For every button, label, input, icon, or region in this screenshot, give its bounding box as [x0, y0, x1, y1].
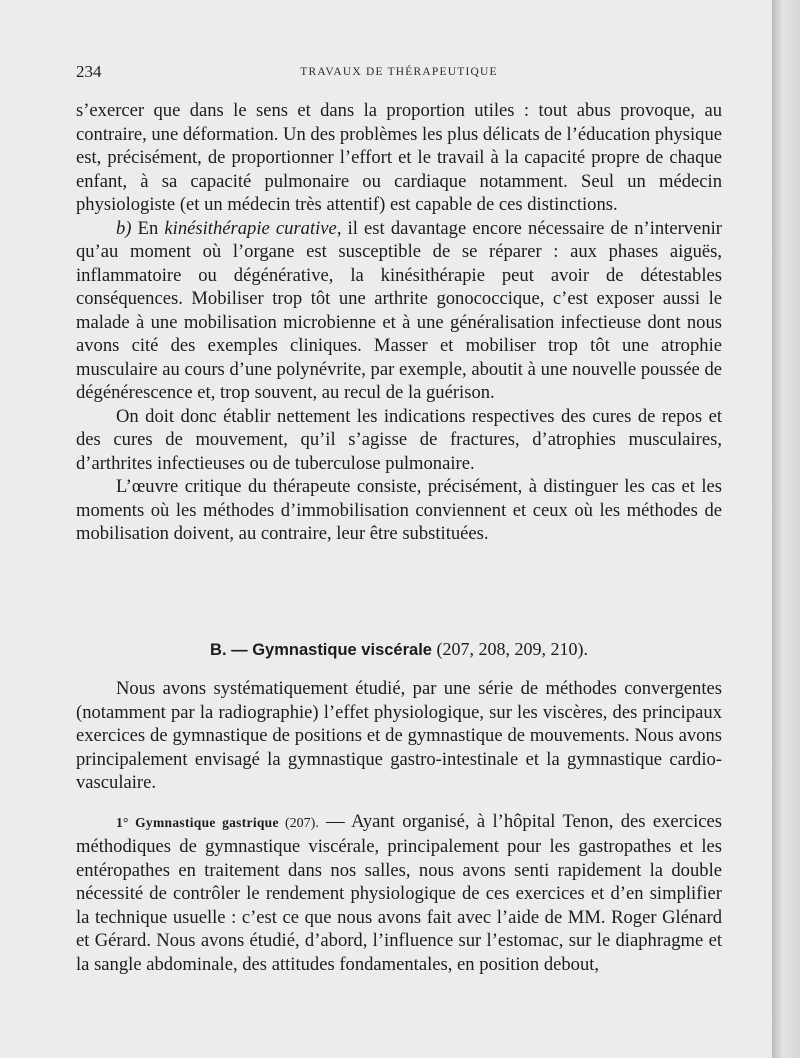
paragraph-2-connector: En [131, 217, 165, 239]
section-heading-label: B. — Gymnastique viscérale [210, 641, 432, 659]
paragraph-5: Nous avons systématiquement étudié, par une série de méthodes convergentes (notamment par la radiographie) l’effet physiologique, sur les viscères, des principaux exercices de gymnastique de positions et de gymnastique de mouvements. Nous avons principalement envisagé la gymnastique gastro-intestinale et la gymnastique cardio-vasculaire. [76, 678, 722, 793]
section-heading [76, 639, 722, 660]
paragraph-6-text: — Ayant organisé, à l’hôpital Tenon, des exercices méthodiques de gymnastique viscérale, principalement pour les gastropathes et les entéropathes en traitement dans nos salles, nous avons senti rapidement la double nécessité de contrôler le rendement physiologique de ces exercices et d’en simplifier la technique usuelle : c’est ce que nous avons fait avec l’aide de MM. Roger Glénard et Gérard. Nous avons étudié, d’abord, l’influence sur l’estomac, sur le diaphragme et la sangle abdominale, des attitudes fondamentales, en position debout, [76, 810, 722, 975]
body-text-section-b [76, 677, 722, 976]
paragraph-3: On doit donc établir nettement les indications respectives des cures de repos et des cures de mouvement, qu’il s’agisse de fractures, d’atrophies musculaires, d’arthrites infectieuses ou de tuberculose pulmonaire. [76, 405, 722, 474]
paragraph-2 [76, 217, 722, 405]
paragraph-2-text: , il est davantage encore nécessaire de n’intervenir qu’au moment où l’organe est susceptible de se réparer : aux phases aiguës, inflammatoire ou dégénérative, la kinésithérapie peut avoir de détestables conséquences. Mobiliser trop tôt une arthrite gonococcique, c’est exposer aussi le malade à une mobilisation microbienne et à une généralisation infectieuse dont nous avons cité des exemples cliniques. Masser et mobiliser trop tôt une atrophie musculaire au cours d’une polynévrite, par exemple, aboutit à une nouvelle poussée de dégénérescence et, trop souvent, au recul de la guérison. [76, 217, 722, 403]
subsection-ref: (207). [278, 815, 319, 831]
page-edge-shadow [772, 0, 800, 1058]
paragraph-4: L’œuvre critique du thérapeute consiste, précisément, à distinguer les cas et les moments où les méthodes d’immobilisation conviennent et ceux où les méthodes de mobilisation doivent, au contraire, leur être substituées. [76, 476, 722, 544]
paragraph-1: s’exercer que dans le sens et dans la proportion utiles : tout abus provoque, au contraire, une déformation. Un des problèmes les plus délicats de l’éducation physique est, précisément, de proportionner l’effort et le travail à la capacité propre de chaque enfant, à sa capacité pulmonaire ou cardiaque notamment. Seul un médecin physiologiste (et un médecin très attentif) est capable de ces distinctions. [76, 100, 722, 215]
section-heading-refs: (207, 208, 209, 210). [431, 639, 588, 659]
subsection-heading: 1° Gymnastique gastrique [116, 814, 279, 830]
body-text [76, 99, 722, 546]
page-number: 234 [76, 62, 102, 81]
paragraph-6 [76, 810, 722, 977]
running-title: TRAVAUX DE THÉRAPEUTIQUE [300, 66, 498, 78]
paragraph-2-lead: b) [116, 217, 132, 239]
page-header [76, 62, 722, 86]
paragraph-2-italic-term: kinésithérapie curative [164, 217, 337, 239]
